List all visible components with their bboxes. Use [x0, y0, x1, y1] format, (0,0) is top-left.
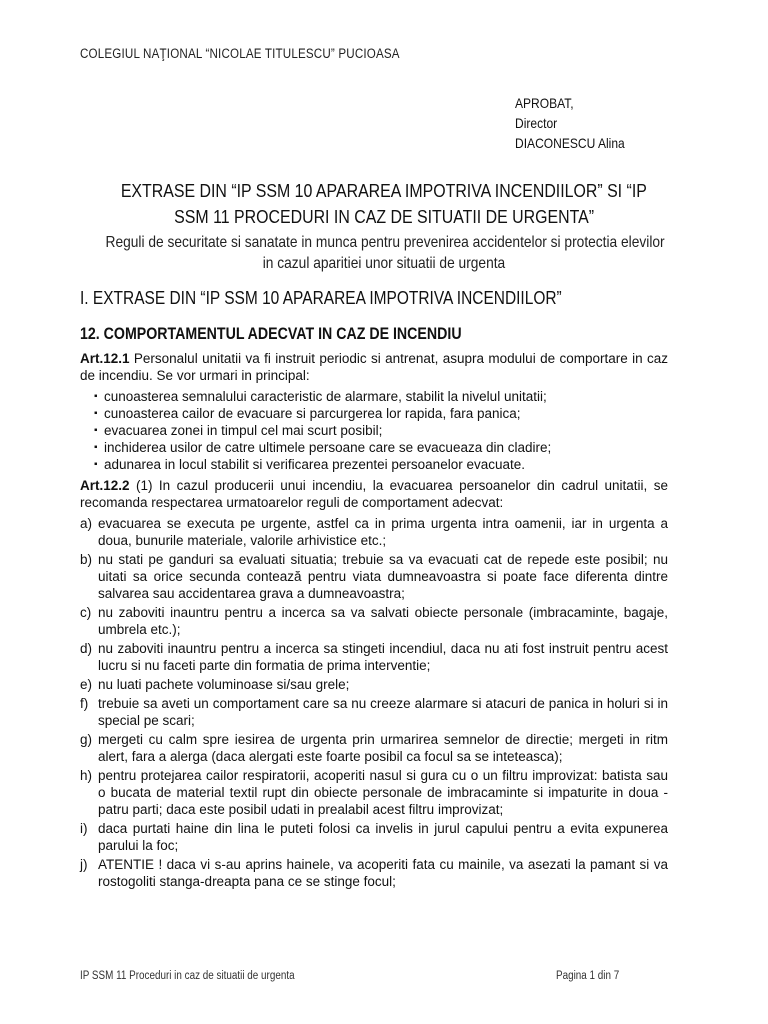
article-label: Art.12.1 — [80, 351, 130, 366]
list-item: i) daca purtati haine din lina le puteti folosi ca invelis in jurul capului pentru a evita expunerea parului la foc; — [80, 821, 668, 853]
list-item: e) nu luati pachete voluminoase si/sau grele; — [80, 677, 350, 692]
footer-document-name: IP SSM 11 Proceduri in caz de situatii de urgenta — [80, 970, 295, 982]
approval-block — [515, 93, 643, 153]
approval-name: DIACONESCU Alina — [515, 135, 625, 151]
article-12-1 — [80, 350, 668, 384]
list-item: g) mergeti cu calm spre iesirea de urgenta prin urmarirea semnelor de directie; mergeti in ritm alert, fara a alerga (daca alergati este foarte posibil ca focul sa se inteteasca); — [80, 732, 668, 764]
article-text: Personalul unitatii va fi instruit periodic si antrenat, asupra modului de comportare in caz de incendiu. Se vor urmari in principal: — [80, 351, 668, 383]
article-label: Art.12.2 — [80, 478, 130, 493]
list-item: ▪ cunoasterea cailor de evacuare si parcurgerea lor rapida, fara panica; — [96, 405, 668, 422]
school-header: COLEGIUL NAŢIONAL “NICOLAE TITULESCU” PUCIOASA — [80, 46, 400, 61]
section-heading: I. EXTRASE DIN “IP SSM 10 APARAREA IMPOTRIVA INCENDIILOR” — [80, 288, 562, 308]
list-item: a) evacuarea se executa pe urgente, astfel ca in prima urgenta intra oamenii, iar in urgenta a doua, bunurile materiale, valorile arhivistice etc.; — [80, 516, 668, 548]
list-item: ▪ adunarea in locul stabilit si verificarea prezentei persoanelor evacuate. — [96, 456, 668, 473]
list-item: ▪ inchiderea usilor de catre ultimele persoane care se evacueaza din cladire; — [96, 439, 668, 456]
approval-role: Director — [515, 115, 558, 131]
document-title: EXTRASE DIN “IP SSM 10 APARAREA IMPOTRIVA INCENDIILOR” SI “IP SSM 11 PROCEDURI IN CAZ DE SITUATII DE URGENTA” — [120, 180, 648, 227]
list-item: b) nu stati pe ganduri sa evaluati situatia; trebuie sa va evacuati cat de repede este posibil; nu uitati sa orice secunda contează pentru viata dumneavoastra si poate face diferenta dintre salvarea sau accidentarea grava a dumneavoastra; — [80, 552, 668, 601]
article-12-2 — [80, 477, 668, 511]
list-item: ▪ evacuarea zonei in timpul cel mai scurt posibil; — [96, 422, 668, 439]
footer-page-number: Pagina 1 din 7 — [556, 970, 620, 982]
list-item: d) nu zaboviti inauntru pentru a incerca sa stingeti incendiul, daca nu ati fost instruit pentru acest lucru si nu faceti parte din formatia de prima interventie; — [80, 641, 668, 673]
article-text: (1) In cazul producerii unui incendiu, la evacuarea persoanelor din cadrul unitatii, se recomanda respectarea urmatoarelor reguli de comportament adecvat: — [80, 478, 668, 510]
list-item: ▪ cunoasterea semnalului caracteristic de alarmare, stabilit la nivelul unitatii; — [96, 388, 668, 405]
list-item: f) trebuie sa aveti un comportament care sa nu creeze alarmare si atacuri de panica in holuri si in special pe scari; — [80, 696, 668, 728]
document-subtitle: Reguli de securitate si sanatate in munca pentru prevenirea accidentelor si protectia elevilor in cazul aparitiei unor situatii de urgenta — [105, 234, 665, 272]
subsection-heading: 12. COMPORTAMENTUL ADECVAT IN CAZ DE INCENDIU — [80, 325, 462, 343]
approval-line: APROBAT, — [515, 95, 574, 111]
list-item: h) pentru protejarea cailor respiratorii, acoperiti nasul si gura cu o un filtru improvizat: batista sau o bucata de material textil rupt din obiecte personale de imbracaminte si impaturite in doua - patru parti; daca este posibil udati in prealabil acest filtru improvizat; — [80, 768, 668, 817]
list-item: c) nu zaboviti inauntru pentru a incerca sa va salvati obiecte personale (imbracaminte, bagaje, umbrela etc.); — [80, 605, 668, 637]
document-body — [80, 350, 668, 892]
list-item: j) ATENTIE ! daca vi s-au aprins hainele, va acoperiti fata cu mainile, va asezati la pamant si va rostogoliti stanga-dreapta pana ce se stinge focul; — [80, 857, 668, 889]
article-12-2-items — [80, 515, 668, 890]
article-12-1-bullets — [80, 388, 668, 473]
